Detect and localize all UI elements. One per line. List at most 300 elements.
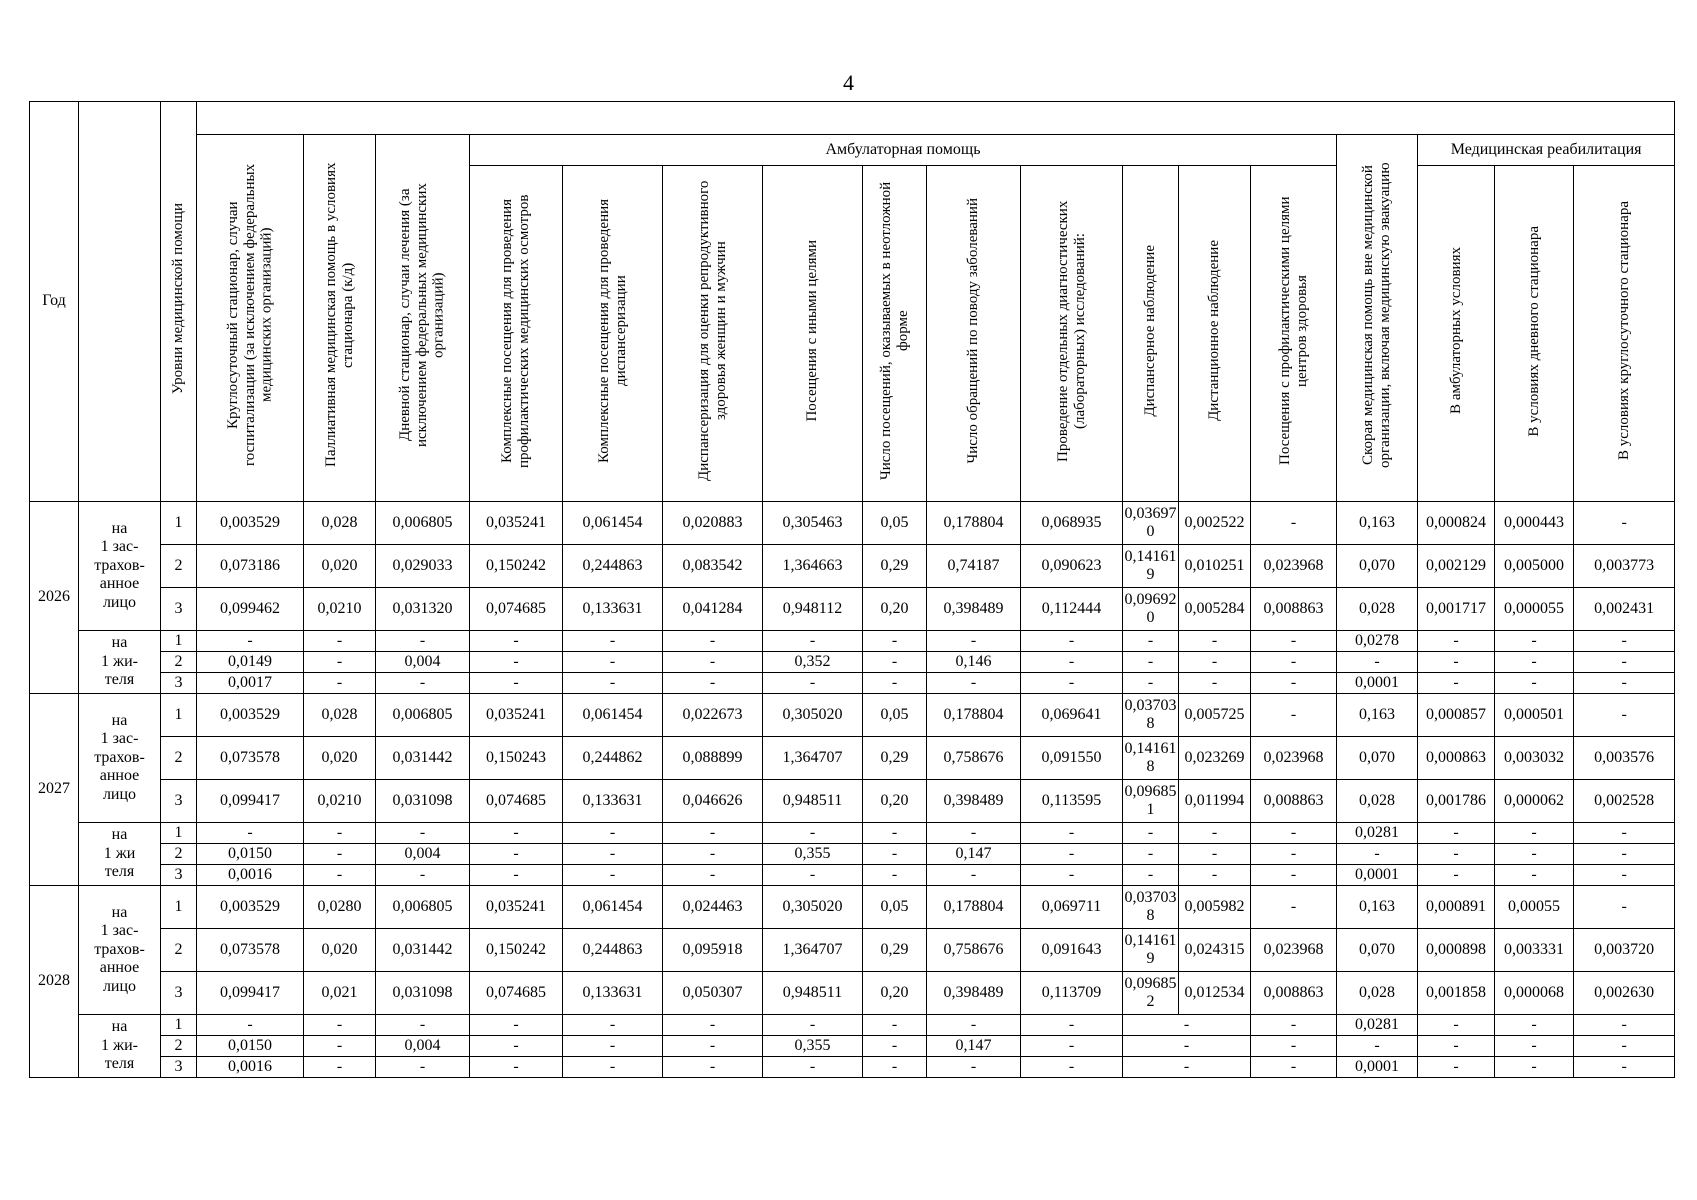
value-cell: 0,244863 bbox=[563, 929, 663, 972]
value-cell: - bbox=[663, 823, 763, 844]
value-cell: - bbox=[1021, 673, 1123, 694]
value-cell: 0,0280 bbox=[304, 886, 376, 929]
value-cell: 0,20 bbox=[863, 588, 927, 631]
value-cell: 0,028 bbox=[1337, 780, 1418, 823]
value-cell: - bbox=[376, 673, 470, 694]
value-cell: 1,364707 bbox=[763, 737, 863, 780]
value-cell: 0,035241 bbox=[470, 502, 563, 545]
table-row bbox=[30, 694, 1675, 737]
value-cell: - bbox=[763, 1057, 863, 1078]
col-header-reproductive: Диспансеризация для оценки репродуктивного здоровья женщин и мужчин bbox=[663, 166, 763, 502]
value-cell: 0,133631 bbox=[563, 780, 663, 823]
value-cell: 0,000068 bbox=[1495, 972, 1574, 1015]
year-cell: 2026 bbox=[30, 502, 79, 694]
value-cell: 0,178804 bbox=[927, 502, 1021, 545]
value-cell: 0,163 bbox=[1337, 886, 1418, 929]
table-row bbox=[30, 631, 1675, 652]
level-cell: 3 bbox=[161, 972, 197, 1015]
value-cell: - bbox=[470, 631, 563, 652]
col-header-dispensary-obs: Диспансерное наблюдение bbox=[1123, 166, 1179, 502]
value-cell: 0,028 bbox=[304, 694, 376, 737]
value-cell: - bbox=[1123, 673, 1179, 694]
value-cell: - bbox=[1495, 1015, 1574, 1036]
value-cell: 0,147 bbox=[927, 1036, 1021, 1057]
category-cell: на 1 зас- трахов- анное лицо bbox=[79, 502, 161, 631]
value-cell: 0,0150 bbox=[197, 1036, 304, 1057]
value-cell: 0,088899 bbox=[663, 737, 763, 780]
value-cell: 0,028 bbox=[304, 502, 376, 545]
value-cell: - bbox=[304, 652, 376, 673]
value-cell: - bbox=[304, 865, 376, 886]
year-cell: 2027 bbox=[30, 694, 79, 886]
value-cell: 0,099462 bbox=[197, 588, 304, 631]
value-cell: 0,948112 bbox=[763, 588, 863, 631]
value-cell: - bbox=[376, 865, 470, 886]
value-cell: 0,023269 bbox=[1179, 737, 1251, 780]
value-cell: - bbox=[1021, 652, 1123, 673]
value-cell: 0,141618 bbox=[1123, 737, 1179, 780]
value-cell: - bbox=[1123, 865, 1179, 886]
value-cell: 0,003720 bbox=[1574, 929, 1675, 972]
category-cell: на 1 жи теля bbox=[79, 823, 161, 886]
table-row bbox=[30, 886, 1675, 929]
value-cell: - bbox=[1251, 1057, 1337, 1078]
level-cell: 2 bbox=[161, 844, 197, 865]
value-cell: 0,041284 bbox=[663, 588, 763, 631]
value-cell: - bbox=[304, 1036, 376, 1057]
value-cell: 0,037038 bbox=[1123, 886, 1179, 929]
value-cell: 0,112444 bbox=[1021, 588, 1123, 631]
value-cell: - bbox=[1123, 1015, 1251, 1036]
value-cell: - bbox=[376, 823, 470, 844]
level-cell: 2 bbox=[161, 545, 197, 588]
value-cell: 0,244862 bbox=[563, 737, 663, 780]
col-header-dispensarization: Комплексные посещения для проведения диспансеризации bbox=[563, 166, 663, 502]
value-cell: 0,024463 bbox=[663, 886, 763, 929]
value-cell: - bbox=[1251, 1015, 1337, 1036]
table-row bbox=[30, 865, 1675, 886]
category-cell: на 1 жи- теля bbox=[79, 631, 161, 694]
col-header-diagnostics: Проведение отдельных диагностических (лабораторных) исследований: bbox=[1021, 166, 1123, 502]
value-cell: 0,0210 bbox=[304, 588, 376, 631]
value-cell: - bbox=[863, 631, 927, 652]
level-cell: 1 bbox=[161, 886, 197, 929]
category-cell: на 1 зас- трахов- анное лицо bbox=[79, 886, 161, 1015]
value-cell: - bbox=[1418, 631, 1495, 652]
value-cell: - bbox=[663, 1015, 763, 1036]
value-cell: 0,000501 bbox=[1495, 694, 1574, 737]
value-cell: - bbox=[863, 1015, 927, 1036]
col-header-rehab-day: В условиях дневного стационара bbox=[1495, 166, 1574, 502]
value-cell: 0,069641 bbox=[1021, 694, 1123, 737]
value-cell: - bbox=[763, 865, 863, 886]
levels-header: Уровни медицинской помощи bbox=[161, 102, 197, 502]
value-cell: - bbox=[663, 1036, 763, 1057]
value-cell: 0,012534 bbox=[1179, 972, 1251, 1015]
value-cell: - bbox=[1179, 652, 1251, 673]
value-cell: - bbox=[663, 844, 763, 865]
value-cell: - bbox=[1574, 886, 1675, 929]
value-cell: 0,003529 bbox=[197, 886, 304, 929]
value-cell: 0,178804 bbox=[927, 694, 1021, 737]
value-cell: 0,011994 bbox=[1179, 780, 1251, 823]
col-header-day-hospital: Дневной стационар, случаи лечения (за исключением федеральных медицинских организаций) bbox=[376, 135, 470, 502]
value-cell: 0,008863 bbox=[1251, 972, 1337, 1015]
value-cell: - bbox=[763, 673, 863, 694]
value-cell: - bbox=[927, 1057, 1021, 1078]
value-cell: - bbox=[663, 865, 763, 886]
table-row bbox=[30, 652, 1675, 673]
value-cell: 0,023968 bbox=[1251, 545, 1337, 588]
value-cell: 0,073578 bbox=[197, 929, 304, 972]
value-cell: 0,0001 bbox=[1337, 865, 1418, 886]
value-cell: 0,163 bbox=[1337, 502, 1418, 545]
value-cell: 0,398489 bbox=[927, 588, 1021, 631]
header-spacer bbox=[197, 102, 1675, 135]
table-header bbox=[30, 102, 1675, 502]
value-cell: - bbox=[1123, 631, 1179, 652]
value-cell: - bbox=[1251, 1036, 1337, 1057]
value-cell: 0,0001 bbox=[1337, 1057, 1418, 1078]
value-cell: 0,003773 bbox=[1574, 545, 1675, 588]
value-cell: 0,000062 bbox=[1495, 780, 1574, 823]
value-cell: - bbox=[1495, 1057, 1574, 1078]
level-cell: 3 bbox=[161, 780, 197, 823]
value-cell: 0,147 bbox=[927, 844, 1021, 865]
value-cell: 0,096851 bbox=[1123, 780, 1179, 823]
value-cell: - bbox=[1337, 844, 1418, 865]
value-cell: 0,002630 bbox=[1574, 972, 1675, 1015]
value-cell: - bbox=[376, 1015, 470, 1036]
value-cell: - bbox=[1418, 1015, 1495, 1036]
value-cell: - bbox=[1251, 844, 1337, 865]
value-cell: - bbox=[1021, 1036, 1123, 1057]
ambulatory-group-header: Амбулаторная помощь bbox=[470, 135, 1337, 166]
value-cell: 0,037038 bbox=[1123, 694, 1179, 737]
value-cell: 0,004 bbox=[376, 1036, 470, 1057]
value-cell: 0,070 bbox=[1337, 929, 1418, 972]
value-cell: - bbox=[470, 844, 563, 865]
value-cell: 0,095918 bbox=[663, 929, 763, 972]
value-cell: - bbox=[304, 1057, 376, 1078]
value-cell: 0,20 bbox=[863, 780, 927, 823]
value-cell: - bbox=[1418, 652, 1495, 673]
value-cell: - bbox=[1251, 502, 1337, 545]
value-cell: 0,20 bbox=[863, 972, 927, 1015]
value-cell: 0,099417 bbox=[197, 972, 304, 1015]
table-row bbox=[30, 673, 1675, 694]
value-cell: - bbox=[563, 1036, 663, 1057]
page-number: 4 bbox=[843, 70, 854, 95]
value-cell: - bbox=[1251, 673, 1337, 694]
value-cell: 0,091643 bbox=[1021, 929, 1123, 972]
value-cell: - bbox=[1418, 673, 1495, 694]
value-cell: - bbox=[304, 823, 376, 844]
level-cell: 3 bbox=[161, 673, 197, 694]
value-cell: - bbox=[1418, 823, 1495, 844]
table-body bbox=[30, 502, 1675, 1078]
norms-table bbox=[29, 101, 1675, 1078]
col-header-inpatient: Круглосуточный стационар, случаи госпитализации (за исключением федеральных медицинских организаций) bbox=[197, 135, 304, 502]
value-cell: - bbox=[863, 844, 927, 865]
value-cell: 0,061454 bbox=[563, 886, 663, 929]
value-cell: 0,0281 bbox=[1337, 1015, 1418, 1036]
value-cell: - bbox=[1495, 652, 1574, 673]
value-cell: - bbox=[1337, 652, 1418, 673]
category-cell: на 1 зас- трахов- анное лицо bbox=[79, 694, 161, 823]
value-cell: - bbox=[863, 823, 927, 844]
value-cell: - bbox=[563, 652, 663, 673]
value-cell: 0,073578 bbox=[197, 737, 304, 780]
value-cell: - bbox=[470, 1036, 563, 1057]
value-cell: 0,099417 bbox=[197, 780, 304, 823]
value-cell: - bbox=[1418, 865, 1495, 886]
value-cell: 0,020883 bbox=[663, 502, 763, 545]
value-cell: 0,003529 bbox=[197, 694, 304, 737]
value-cell: - bbox=[763, 631, 863, 652]
value-cell: 0,355 bbox=[763, 844, 863, 865]
value-cell: - bbox=[927, 1015, 1021, 1036]
value-cell: - bbox=[1123, 652, 1179, 673]
table-row bbox=[30, 972, 1675, 1015]
value-cell: - bbox=[1021, 1015, 1123, 1036]
value-cell: 0,002431 bbox=[1574, 588, 1675, 631]
value-cell: 0,022673 bbox=[663, 694, 763, 737]
col-header-ambulance: Скорая медицинская помощь вне медицинской организации, включая медицинскую эвакуацию bbox=[1337, 135, 1418, 502]
table-row bbox=[30, 844, 1675, 865]
value-cell: - bbox=[304, 673, 376, 694]
value-cell: - bbox=[470, 652, 563, 673]
value-cell: - bbox=[763, 1015, 863, 1036]
value-cell: - bbox=[1418, 844, 1495, 865]
value-cell: 0,305020 bbox=[763, 886, 863, 929]
value-cell: - bbox=[470, 823, 563, 844]
value-cell: - bbox=[304, 844, 376, 865]
value-cell: 0,069711 bbox=[1021, 886, 1123, 929]
value-cell: - bbox=[1179, 823, 1251, 844]
value-cell: 0,005725 bbox=[1179, 694, 1251, 737]
value-cell: - bbox=[1251, 631, 1337, 652]
value-cell: 0,061454 bbox=[563, 502, 663, 545]
value-cell: - bbox=[663, 673, 763, 694]
value-cell: - bbox=[1123, 823, 1179, 844]
value-cell: 0,020 bbox=[304, 737, 376, 780]
value-cell: 0,003529 bbox=[197, 502, 304, 545]
value-cell: 0,074685 bbox=[470, 972, 563, 1015]
table-row bbox=[30, 737, 1675, 780]
value-cell: 0,002522 bbox=[1179, 502, 1251, 545]
value-cell: 0,0210 bbox=[304, 780, 376, 823]
value-cell: - bbox=[563, 673, 663, 694]
level-cell: 1 bbox=[161, 694, 197, 737]
value-cell: - bbox=[1574, 631, 1675, 652]
col-header-palliative: Паллиативная медицинская помощь в условиях стационара (к/д) bbox=[304, 135, 376, 502]
value-cell: 0,061454 bbox=[563, 694, 663, 737]
value-cell: - bbox=[563, 844, 663, 865]
value-cell: 0,031098 bbox=[376, 972, 470, 1015]
value-cell: - bbox=[1021, 631, 1123, 652]
col-header-disease-visits: Число обращений по поводу заболеваний bbox=[927, 166, 1021, 502]
value-cell: 0,021 bbox=[304, 972, 376, 1015]
value-cell: - bbox=[1021, 823, 1123, 844]
value-cell: - bbox=[1495, 673, 1574, 694]
value-cell: 0,00055 bbox=[1495, 886, 1574, 929]
year-header: Год bbox=[30, 102, 79, 502]
value-cell: - bbox=[927, 865, 1021, 886]
value-cell: 0,758676 bbox=[927, 929, 1021, 972]
col-header-remote-obs: Дистанционное наблюдение bbox=[1179, 166, 1251, 502]
value-cell: - bbox=[1495, 631, 1574, 652]
value-cell: 0,031442 bbox=[376, 737, 470, 780]
table-row bbox=[30, 1057, 1675, 1078]
value-cell: - bbox=[1123, 1057, 1251, 1078]
value-cell: - bbox=[927, 673, 1021, 694]
value-cell: - bbox=[1495, 823, 1574, 844]
value-cell: 0,001717 bbox=[1418, 588, 1495, 631]
value-cell: 0,031098 bbox=[376, 780, 470, 823]
value-cell: 0,031442 bbox=[376, 929, 470, 972]
value-cell: - bbox=[563, 1057, 663, 1078]
value-cell: 0,000863 bbox=[1418, 737, 1495, 780]
value-cell: - bbox=[927, 823, 1021, 844]
value-cell: - bbox=[1495, 1036, 1574, 1057]
value-cell: - bbox=[376, 1057, 470, 1078]
category-cell: на 1 жи- теля bbox=[79, 1015, 161, 1078]
value-cell: - bbox=[1574, 844, 1675, 865]
value-cell: 0,068935 bbox=[1021, 502, 1123, 545]
value-cell: 0,000824 bbox=[1418, 502, 1495, 545]
value-cell: 0,352 bbox=[763, 652, 863, 673]
value-cell: 0,035241 bbox=[470, 694, 563, 737]
level-cell: 3 bbox=[161, 1057, 197, 1078]
value-cell: 0,141619 bbox=[1123, 545, 1179, 588]
value-cell: 0,150242 bbox=[470, 545, 563, 588]
value-cell: - bbox=[1495, 844, 1574, 865]
value-cell: 0,0016 bbox=[197, 865, 304, 886]
value-cell: 0,29 bbox=[863, 545, 927, 588]
value-cell: 0,006805 bbox=[376, 886, 470, 929]
value-cell: - bbox=[1574, 652, 1675, 673]
value-cell: - bbox=[197, 1015, 304, 1036]
value-cell: 0,948511 bbox=[763, 972, 863, 1015]
value-cell: 0,0017 bbox=[197, 673, 304, 694]
value-cell: - bbox=[304, 1015, 376, 1036]
col-header-rehab-round-clock: В условиях круглосуточного стационара bbox=[1574, 166, 1675, 502]
value-cell: 0,150243 bbox=[470, 737, 563, 780]
year-cell: 2028 bbox=[30, 886, 79, 1078]
value-cell: 0,083542 bbox=[663, 545, 763, 588]
value-cell: - bbox=[1337, 1036, 1418, 1057]
value-cell: - bbox=[563, 823, 663, 844]
value-cell: 0,05 bbox=[863, 694, 927, 737]
value-cell: 0,074685 bbox=[470, 588, 563, 631]
table-row bbox=[30, 1036, 1675, 1057]
value-cell: 0,113595 bbox=[1021, 780, 1123, 823]
level-cell: 1 bbox=[161, 502, 197, 545]
value-cell: 0,035241 bbox=[470, 886, 563, 929]
value-cell: 0,004 bbox=[376, 844, 470, 865]
value-cell: - bbox=[1179, 844, 1251, 865]
value-cell: 0,028 bbox=[1337, 588, 1418, 631]
value-cell: - bbox=[863, 1057, 927, 1078]
table-row bbox=[30, 588, 1675, 631]
value-cell: 0,023968 bbox=[1251, 737, 1337, 780]
value-cell: - bbox=[863, 865, 927, 886]
value-cell: 0,024315 bbox=[1179, 929, 1251, 972]
value-cell: 0,008863 bbox=[1251, 780, 1337, 823]
value-cell: 0,29 bbox=[863, 929, 927, 972]
value-cell: 0,003576 bbox=[1574, 737, 1675, 780]
col-header-prof-exams: Комплексные посещения для проведения профилактических медицинских осмотров bbox=[470, 166, 563, 502]
value-cell: - bbox=[1574, 1057, 1675, 1078]
value-cell: - bbox=[1574, 865, 1675, 886]
value-cell: 0,163 bbox=[1337, 694, 1418, 737]
value-cell: 0,0001 bbox=[1337, 673, 1418, 694]
value-cell: - bbox=[1574, 502, 1675, 545]
table-row bbox=[30, 545, 1675, 588]
value-cell: 0,050307 bbox=[663, 972, 763, 1015]
value-cell: 0,0278 bbox=[1337, 631, 1418, 652]
value-cell: 0,008863 bbox=[1251, 588, 1337, 631]
value-cell: 0,046626 bbox=[663, 780, 763, 823]
value-cell: 0,0150 bbox=[197, 844, 304, 865]
value-cell: 0,002129 bbox=[1418, 545, 1495, 588]
value-cell: - bbox=[1251, 886, 1337, 929]
value-cell: 0,036970 bbox=[1123, 502, 1179, 545]
value-cell: - bbox=[1251, 694, 1337, 737]
value-cell: 0,146 bbox=[927, 652, 1021, 673]
value-cell: 0,070 bbox=[1337, 545, 1418, 588]
value-cell: - bbox=[863, 652, 927, 673]
value-cell: 0,000898 bbox=[1418, 929, 1495, 972]
level-cell: 2 bbox=[161, 929, 197, 972]
value-cell: - bbox=[1574, 1036, 1675, 1057]
value-cell: 1,364707 bbox=[763, 929, 863, 972]
value-cell: 0,001786 bbox=[1418, 780, 1495, 823]
value-cell: 0,355 bbox=[763, 1036, 863, 1057]
table-row bbox=[30, 823, 1675, 844]
value-cell: 0,133631 bbox=[563, 972, 663, 1015]
value-cell: - bbox=[197, 631, 304, 652]
value-cell: - bbox=[927, 631, 1021, 652]
value-cell: 0,0016 bbox=[197, 1057, 304, 1078]
value-cell: 0,0149 bbox=[197, 652, 304, 673]
value-cell: - bbox=[1574, 694, 1675, 737]
value-cell: 0,005000 bbox=[1495, 545, 1574, 588]
value-cell: 0,398489 bbox=[927, 972, 1021, 1015]
value-cell: 0,073186 bbox=[197, 545, 304, 588]
value-cell: - bbox=[1574, 673, 1675, 694]
value-cell: - bbox=[1574, 823, 1675, 844]
value-cell: 0,000055 bbox=[1495, 588, 1574, 631]
value-cell: - bbox=[1574, 1015, 1675, 1036]
value-cell: - bbox=[1123, 1036, 1251, 1057]
value-cell: 0,305463 bbox=[763, 502, 863, 545]
value-cell: - bbox=[1251, 865, 1337, 886]
value-cell: 0,178804 bbox=[927, 886, 1021, 929]
value-cell: - bbox=[304, 631, 376, 652]
value-cell: 0,010251 bbox=[1179, 545, 1251, 588]
value-cell: - bbox=[563, 631, 663, 652]
value-cell: 0,074685 bbox=[470, 780, 563, 823]
value-cell: 0,020 bbox=[304, 929, 376, 972]
value-cell: 0,096920 bbox=[1123, 588, 1179, 631]
value-cell: - bbox=[1251, 652, 1337, 673]
col-header-rehab-ambulatory: В амбулаторных условиях bbox=[1418, 166, 1495, 502]
level-cell: 2 bbox=[161, 1036, 197, 1057]
value-cell: - bbox=[1179, 673, 1251, 694]
value-cell: - bbox=[1179, 865, 1251, 886]
